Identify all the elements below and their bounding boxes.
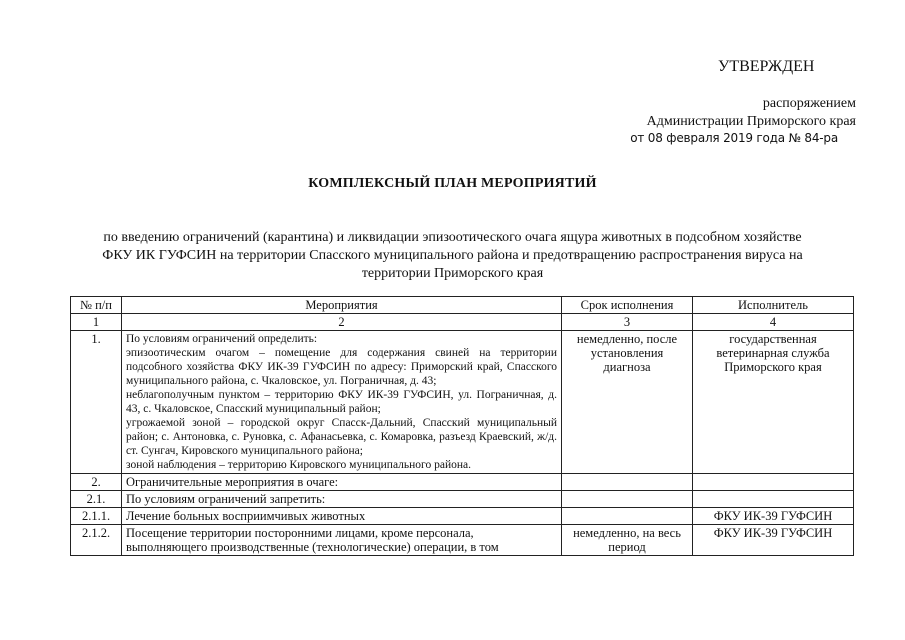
- activity-line: эпизоотическим очагом – помещение для содержания свиней на территории подсобного хозяйства ФКУ ИК-39 ГУФСИН по адресу: Приморский край, Спасского муниципального района, с. Чкаловское, ул. Пограничная, д. 43;: [126, 347, 557, 387]
- table-row: [71, 474, 854, 491]
- row-executor: [693, 474, 854, 491]
- row-deadline: [562, 491, 693, 508]
- row-activity: Посещение территории посторонними лицами, кроме персонала, выполняющего производственные (технологические) операции, в том: [122, 525, 562, 556]
- row-number: 1.: [71, 331, 122, 474]
- index-cell: 1: [71, 314, 122, 331]
- document-title: КОМПЛЕКСНЫЙ ПЛАН МЕРОПРИЯТИЙ: [308, 176, 597, 191]
- row-deadline: [562, 474, 693, 491]
- row-number: 2.1.1.: [71, 508, 122, 525]
- row-executor: ФКУ ИК-39 ГУФСИН: [693, 508, 854, 525]
- subtitle-line: по введению ограничений (карантина) и ликвидации эпизоотического очага ящура животных в подсобном хозяйстве: [103, 230, 802, 245]
- col-header-activities: Мероприятия: [122, 297, 562, 314]
- row-number: 2.1.2.: [71, 525, 122, 556]
- approval-line-2: Администрации Приморского края: [646, 114, 856, 129]
- row-deadline: немедленно, после установления диагноза: [562, 331, 693, 474]
- table-header-row: [71, 297, 854, 314]
- activity-line: неблагополучным пунктом – территорию ФКУ ИК-39 ГУФСИН, ул. Пограничная, д. 43, с. Чкаловское, Спасский муниципальный район;: [126, 389, 557, 415]
- approval-line-1: распоряжением: [762, 96, 856, 111]
- activity-line: зоной наблюдения – территорию Кировского муниципального района.: [126, 459, 471, 471]
- row-deadline: немедленно, на весь период: [562, 525, 693, 556]
- plan-table: [70, 296, 854, 556]
- table-row: [71, 331, 854, 474]
- table-index-row: [71, 314, 854, 331]
- col-header-executor: Исполнитель: [693, 297, 854, 314]
- index-cell: 4: [693, 314, 854, 331]
- index-cell: 3: [562, 314, 693, 331]
- table-row: [71, 491, 854, 508]
- row-number: 2.: [71, 474, 122, 491]
- row-activity: Ограничительные мероприятия в очаге:: [122, 474, 562, 491]
- row-number: 2.1.: [71, 491, 122, 508]
- approval-line-3: от 08 февраля 2019 года № 84-ра: [630, 131, 838, 145]
- document-subtitle: [40, 229, 865, 283]
- row-activity: По условиям ограничений запретить:: [122, 491, 562, 508]
- row-activity: Лечение больных восприимчивых животных: [122, 508, 562, 525]
- row-executor: ФКУ ИК-39 ГУФСИН: [693, 525, 854, 556]
- activity-line: угрожаемой зоной – городской округ Спасск-Дальний, Спасский муниципальный район; с. Антоновка, с. Руновка, с. Афанасьевка, с. Комаровка, разъезд Краевский, ж/д. ст. Сунгач, Кировского муниципального района;: [126, 417, 557, 457]
- subtitle-line: территории Приморского края: [361, 266, 544, 281]
- index-cell: 2: [122, 314, 562, 331]
- activity-line: По условиям ограничений определить:: [126, 333, 318, 345]
- row-executor: государственная ветеринарная служба Приморского края: [693, 331, 854, 474]
- col-header-deadline: Срок исполнения: [562, 297, 693, 314]
- table-row: [71, 525, 854, 556]
- row-activity: [122, 331, 562, 474]
- col-header-num: № п/п: [71, 297, 122, 314]
- table-row: [71, 508, 854, 525]
- row-deadline: [562, 508, 693, 525]
- subtitle-line: ФКУ ИК ГУФСИН на территории Спасского муниципального района и предотвращению распространения вируса на: [102, 248, 803, 263]
- approval-stamp: УТВЕРЖДЕН: [718, 58, 815, 75]
- row-executor: [693, 491, 854, 508]
